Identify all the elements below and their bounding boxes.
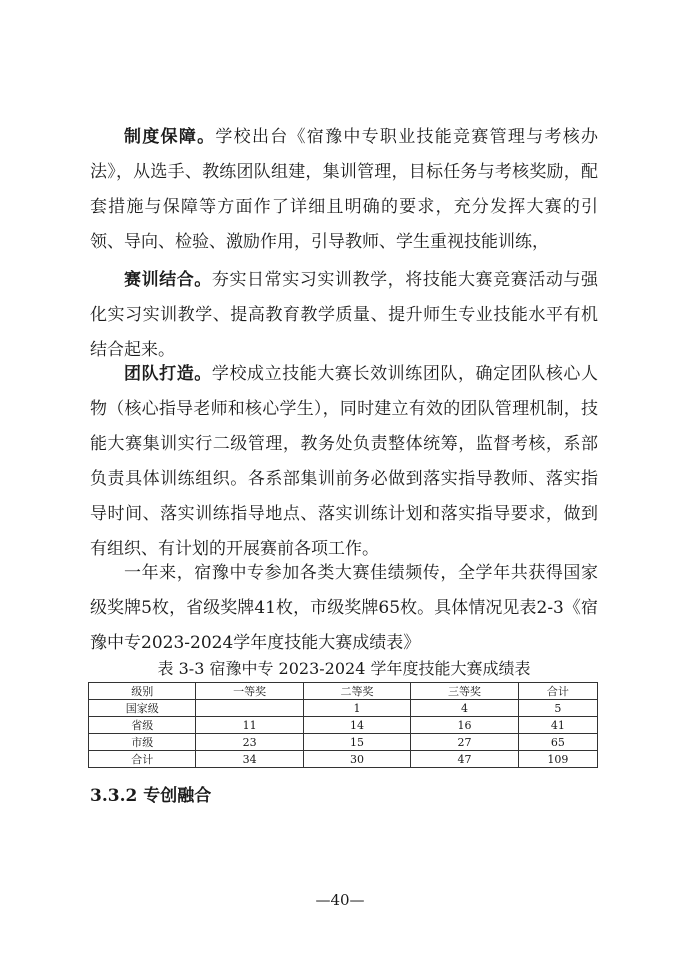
table-cell: 109 <box>518 751 597 768</box>
table-cell: 5 <box>518 700 597 717</box>
column-header-third-prize: 三等奖 <box>411 683 518 700</box>
table-cell: 27 <box>411 734 518 751</box>
paragraph-team-building <box>90 357 598 567</box>
table-cell: 11 <box>196 717 303 734</box>
table-cell: 市级 <box>89 734 196 751</box>
paragraph-system-guarantee <box>90 120 598 260</box>
table-cell: 16 <box>411 717 518 734</box>
table-cell: 15 <box>303 734 410 751</box>
table-cell: 23 <box>196 734 303 751</box>
table-row <box>89 751 598 768</box>
table-cell: 4 <box>411 700 518 717</box>
table-cell: 47 <box>411 751 518 768</box>
page-number: —40— <box>315 891 365 909</box>
paragraph-body: 学校成立技能大赛长效训练团队，确定团队核心人物（核心指导老师和核心学生），同时建立有效的团队管理机制，技能大赛集训实行二级管理，教务处负责整体统筹，监督考核，系部负责具体训练组织。各系部集训前务必做到落实指导教师、落实指导时间、落实训练指导地点、落实训练计划和落实指导要求，做到有组织、有计划的开展赛前各项工作。 <box>90 364 599 559</box>
table-cell: 省级 <box>89 717 196 734</box>
column-header-second-prize: 二等奖 <box>303 683 410 700</box>
paragraph-body: 学校出台《宿豫中专职业技能竞赛管理与考核办法》，从选手、教练团队组建，集训管理，目标任务与考核奖励，配套措施与保障等方面作了详细且明确的要求，充分发挥大赛的引领、导向、检验、激励作用，引导教师、学生重视技能训练， <box>90 127 599 252</box>
column-header-level: 级别 <box>89 683 196 700</box>
table-cell: 国家级 <box>89 700 196 717</box>
table-row <box>89 734 598 751</box>
paragraph-heading: 赛训结合。 <box>124 270 212 290</box>
column-header-first-prize: 一等奖 <box>196 683 303 700</box>
paragraph-annual-summary <box>90 556 598 661</box>
table-caption: 表 3-3 宿豫中专 2023-2024 学年度技能大赛成绩表 <box>157 659 531 678</box>
competition-results-table <box>88 682 598 768</box>
table-cell: 41 <box>518 717 597 734</box>
table-row <box>89 717 598 734</box>
table-cell <box>196 700 303 717</box>
paragraph-body: 一年来，宿豫中专参加各类大赛佳绩频传，全学年共获得国家级奖牌5枚，省级奖牌41枚，市级奖牌65枚。具体情况见表2-3《宿豫中专2023-2024学年度技能大赛成绩表》 <box>90 563 598 653</box>
paragraph-body: 夯实日常实习实训教学，将技能大赛竞赛活动与强化实习实训教学、提高教育教学质量、提升师生专业技能水平有机结合起来。 <box>90 270 599 360</box>
table-cell: 14 <box>303 717 410 734</box>
table-cell: 合计 <box>89 751 196 768</box>
paragraph-heading: 团队打造。 <box>124 364 212 384</box>
table-row <box>89 700 598 717</box>
table-cell: 1 <box>303 700 410 717</box>
paragraph-training-combination <box>90 263 598 368</box>
table-cell: 30 <box>303 751 410 768</box>
table-cell: 65 <box>518 734 597 751</box>
table-cell: 34 <box>196 751 303 768</box>
table-header-row <box>89 683 598 700</box>
paragraph-heading: 制度保障。 <box>124 127 216 147</box>
section-title: 3.3.2 专创融合 <box>90 786 212 806</box>
column-header-total: 合计 <box>518 683 597 700</box>
